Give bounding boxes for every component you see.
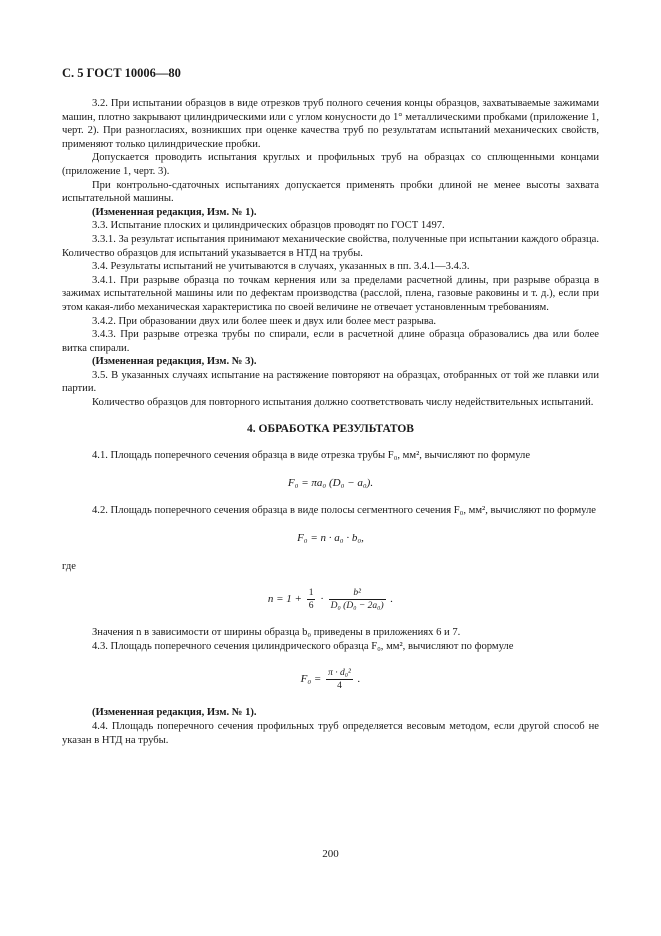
formula-f4-lead: F₀ = — [300, 673, 325, 686]
paragraph-4-4: 4.4. Площадь поперечного сечения профильных труб определяется весовым методом, если другой способ не указан в НТД на трубы. — [62, 721, 599, 746]
formula-cylinder-area — [62, 667, 599, 692]
fraction-numerator: π · d₀² — [328, 668, 351, 679]
formula-f4-tail: . — [357, 673, 361, 686]
paragraph-3-2: 3.2. При испытании образцов в виде отрезков труб полного сечения концы образцов, захватываемые зажимами машин, плотно закрывают цилиндрическими или с углом конусности до 1° металлическими пробками (приложение 1, черт. 2). При разногласиях, возникших при оценке качества труб по результатам испытаний механических свойств, применяют только цилиндрические пробки. — [62, 98, 599, 150]
fraction-one-sixth — [307, 587, 316, 612]
fraction-denominator: D₀ (D₀ − 2a₀) — [330, 601, 384, 612]
paragraph-3-4-2: 3.4.2. При образовании двух или более шеек и двух или более мест разрыва. — [92, 315, 437, 327]
paragraph-n-values: Значения n в зависимости от ширины образца b₀ приведены в приложениях 6 и 7. — [92, 627, 461, 639]
fraction-denominator: 4 — [337, 681, 342, 692]
paragraph-3-5: 3.5. В указанных случаях испытание на растяжение повторяют на образцах, отобранных от той же плавки или партии. — [62, 369, 599, 395]
paragraph-3-5-count: Количество образцов для повторного испытания должно соответствовать числу недействительных испытаний. — [92, 397, 594, 409]
paragraph-4-3: 4.3. Площадь поперечного сечения цилиндрического образца F₀, мм², вычисляют по формуле — [92, 640, 514, 652]
formula-n-coefficient — [62, 587, 599, 612]
paragraph-3-4: 3.4. Результаты испытаний не учитываются в случаях, указанных в пп. 3.4.1—3.4.3. — [92, 261, 470, 273]
amendment-note: (Измененная редакция, Изм. № 1). — [92, 206, 257, 218]
amendment-note: (Измененная редакция, Изм. № 3). — [92, 356, 257, 368]
paragraph-4-2: 4.2. Площадь поперечного сечения образца в виде полосы сегментного сечения F₀, мм², вычисляют по формуле — [92, 505, 596, 517]
multiply-dot: · — [320, 593, 324, 606]
page-number: 200 — [322, 848, 339, 860]
fraction-denominator: 6 — [308, 601, 314, 612]
fraction-pi-d-squared — [326, 667, 353, 692]
fraction-numerator: b² — [329, 587, 386, 600]
paragraph-3-3-1: 3.3.1. За результат испытания принимают механические свойства, полученные при испытании каждого образца. Количество образцов для испытаний указывается в НТД на трубы. — [62, 233, 599, 259]
fraction-numerator: 1 — [308, 588, 314, 599]
page-header: С. 5 ГОСТ 10006—80 — [62, 66, 181, 80]
formula-n-tail: . — [390, 593, 394, 606]
formula-n-lead: n = 1 + — [267, 593, 305, 606]
paragraph-3-4-1: 3.4.1. При разрыве образца по точкам кернения или за пределами расчетной длины, при разрыве образца в зажимах испытательной машины или по дефектам производства (расслой, плена, газовые раковины и т. д.), если при этом какая-либо механическая характеристика по своей величине не отвечает установленным требованиям. — [62, 274, 599, 313]
where-label: где — [62, 560, 76, 572]
paragraph-3-3: 3.3. Испытание плоских и цилиндрических образцов проводят по ГОСТ 1497. — [92, 220, 445, 232]
paragraph-3-4-3: 3.4.3. При разрыве отрезка трубы по спирали, если в расчетной длине образца образовались два или более витка спирали. — [62, 329, 599, 354]
formula-tube-area: F₀ = πa₀ (D₀ − a₀). — [287, 476, 374, 489]
document-body — [62, 97, 599, 747]
section-title: 4. ОБРАБОТКА РЕЗУЛЬТАТОВ — [247, 422, 414, 435]
paragraph-3-2-flattened: Допускается проводить испытания круглых и профильных труб на образцах со сплющенными концами (приложение 1, черт. 3). — [62, 152, 599, 177]
paragraph-4-1: 4.1. Площадь поперечного сечения образца в виде отрезка трубы F₀, мм², вычисляют по формуле — [92, 450, 531, 462]
formula-segment-area: F₀ = n · a₀ · b₀, — [297, 532, 364, 545]
paragraph-3-2-plugs: При контрольно-сдаточных испытаниях допускается применять пробки длиной не менее высоты захвата испытательной машины. — [62, 179, 599, 205]
amendment-note: (Измененная редакция, Изм. № 1). — [92, 707, 257, 719]
fraction-b-squared — [329, 587, 386, 612]
